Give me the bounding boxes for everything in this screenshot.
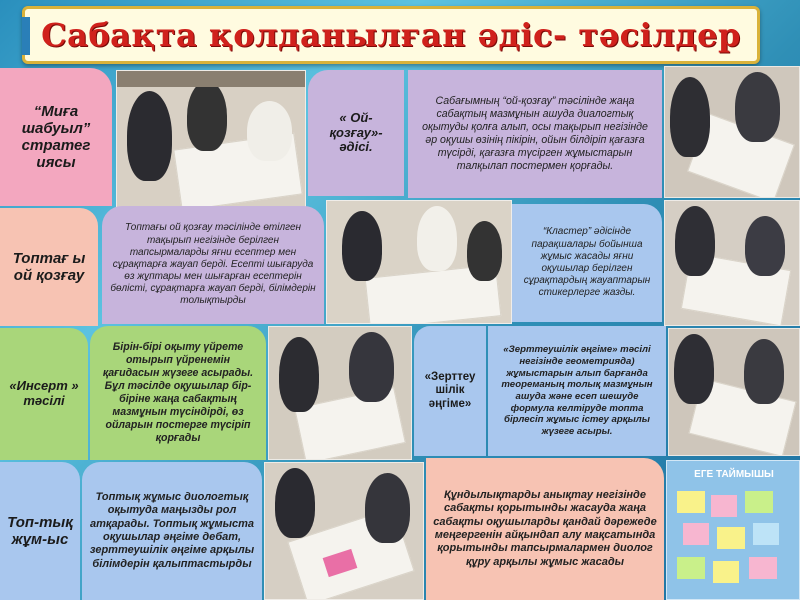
method-insert-label xyxy=(0,328,88,460)
method-oikozgau-desc xyxy=(408,70,662,198)
method-groupwork-desc xyxy=(82,462,262,600)
method-groupthink-label xyxy=(0,208,98,326)
method-groupthink-desc xyxy=(102,206,324,324)
method-cluster-desc xyxy=(512,204,662,322)
photo-9-sticker-wall xyxy=(666,460,800,600)
sticker-wall-caption: ЕГЕ ТАЙМЫШЫ xyxy=(694,469,774,480)
groupwork-desc-text: Топтық жұмыс диологтық оқытуда маңызды рол атқарады. Топтық жұмыста оқушылар әңгіме дебат, зерттеушілік әңгіме арқылы білімдерін қалыптастырды xyxy=(89,490,255,570)
method-creativity-desc xyxy=(426,458,664,600)
photo-3 xyxy=(326,200,512,324)
photo-6 xyxy=(668,328,800,456)
method-research-label xyxy=(414,326,486,456)
insert-desc-text: Бірін-бірі оқыту үйрете отырып үйренемін қағидасын жүзеге асырады. Бұл тәсілде оқушылар бір-біріне жаңа сабақтың мазмұнын түсіндірді, өз ойларын постерге түсіріп қорғады xyxy=(102,341,254,444)
oikozgau-desc-text: Сабағымның “ой-қозғау” тәсілінде жаңа сабақтың мазмұнын ашуда диалогтық оқытуды қолға алып, осы тақырып негізінде әр оқушы өзінің пікірін, ойын білдіріп қағазға түсірді, қағазға түсірген жұмыстарын талқылап постермен қорғады. xyxy=(422,95,648,172)
photo-7 xyxy=(264,462,424,600)
photo-1 xyxy=(116,70,306,208)
research-desc-text: «Зерттеушілік әңгіме» тәсілі негізінде геометрияда) жұмыстарын алып барғанда теореманың толық мазмұнын ашуда және есеп шешуде формула келтіруде топта бірлесіп жұмыс істеу арқылы жүзеге асыры. xyxy=(501,344,653,438)
groupthink-desc-text: Топтағы ой қозғау тәсілінде өтілген тақырып негізінде берілген тапсырмаларды яғни есептер мен сұрақтарға жауап берді. Есепті шығаруда өз жұптары мен шығарған есептерін бөлісті, сұрақтарға жауап берді, білімдерін толықтырды xyxy=(110,222,316,307)
method-oikozgau-label xyxy=(308,70,404,196)
photo-4 xyxy=(664,200,800,326)
method-insert-desc xyxy=(90,326,266,460)
photo-5 xyxy=(268,326,412,460)
research-label-text: «Зерттеу шілік әңгіме» xyxy=(424,371,476,410)
method-brainstorm-label xyxy=(0,68,112,206)
page-title: Сабақта қолданылған әдіс- тәсілдер xyxy=(41,16,741,54)
title-accent xyxy=(22,17,30,55)
insert-label-text: «Инсерт » тәсілі xyxy=(9,378,79,408)
method-research-desc xyxy=(488,326,666,456)
oikozgau-label-text: « Ой-қозғау»- әдісі. xyxy=(329,109,383,155)
groupwork-label-text: Топ-тық жұм-ыс xyxy=(7,513,73,548)
groupthink-label-text: Топтағ ы ой қозғау xyxy=(12,249,86,284)
brainstorm-label-text: “Миға шабуыл” стратег иясы xyxy=(21,102,91,172)
cluster-desc-text: “Кластер” әдісінде парақшалары бойынша жұмыс жасады яғни оқушылар берілген сұрақтардың жауаптарын стикерлерге жазды. xyxy=(523,226,651,299)
photo-2 xyxy=(664,66,800,198)
creativity-desc-text: Құндылықтарды анықтау негізінде сабақты қорытынды жасауда жаңа сабақты оқушыларды қандай дәрежеде меңгергенін айқындап алу мақсатында қорытынды тапсырмалармен диолог құру арқылы жұмыс жасады xyxy=(433,488,657,568)
method-groupwork-label xyxy=(0,462,80,600)
title-banner xyxy=(22,6,760,64)
